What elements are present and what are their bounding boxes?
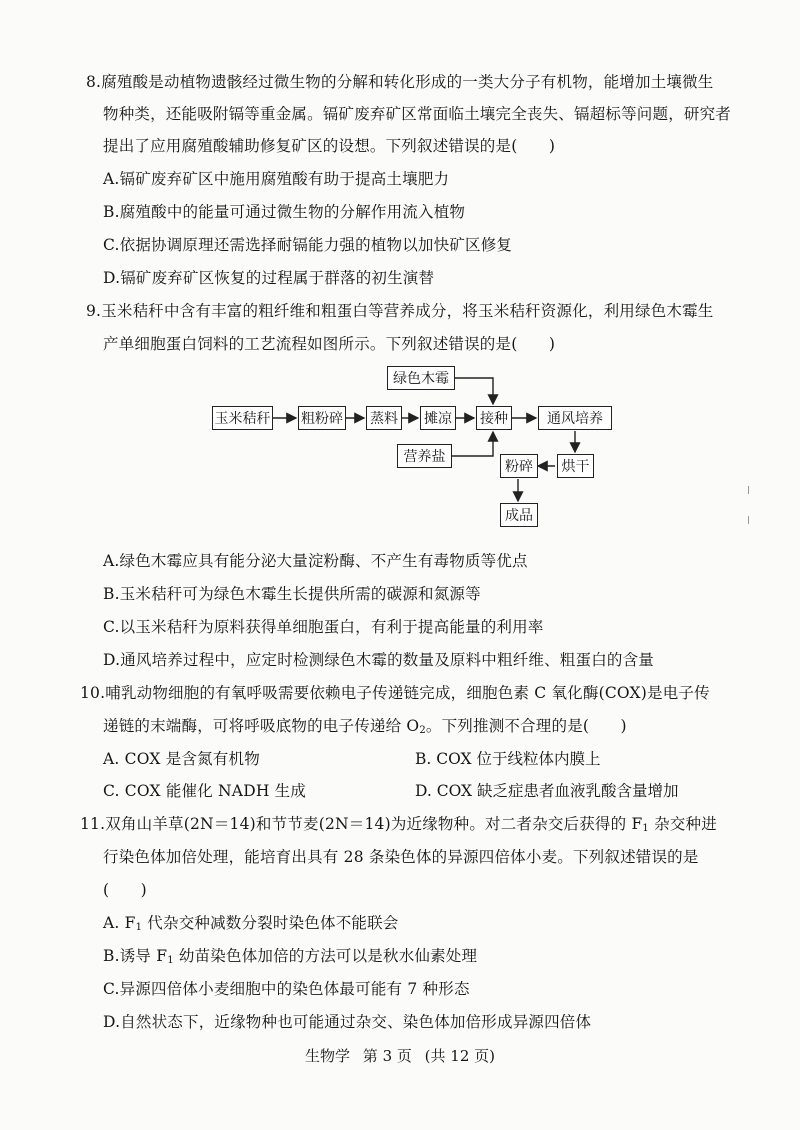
f1-subscript-b: 1 bbox=[167, 955, 174, 966]
q11-option-c: C.异源四倍体小麦细胞中的染色体最可能有 7 种形态 bbox=[103, 980, 470, 998]
flow-node-corn-straw: 玉米秸秆 bbox=[212, 406, 273, 430]
footer-page: 第 3 页 bbox=[362, 1047, 412, 1065]
page-footer bbox=[0, 1045, 800, 1066]
q11-option-a-tail: 代杂交种减数分裂时染色体不能联会 bbox=[142, 914, 399, 932]
q10-option-d: D. COX 缺乏症患者血液乳酸含量增加 bbox=[415, 782, 679, 800]
binding-mark-1 bbox=[748, 486, 749, 494]
q8-option-c: C.依据协调原理还需选择耐镉能力强的植物以加快矿区修复 bbox=[103, 236, 513, 254]
q11-stem-line-1 bbox=[80, 812, 717, 834]
flow-node-coarse-crush: 粗粉碎 bbox=[298, 406, 346, 430]
q9-stem-line-2: 产单细胞蛋白饲料的工艺流程如图所示。下列叙述错误的是( ) bbox=[103, 335, 556, 353]
q9-option-c: C.以玉米秸秆为原料获得单细胞蛋白，有利于提高能量的利用率 bbox=[103, 618, 544, 636]
f1-subscript-a: 1 bbox=[135, 922, 143, 933]
q10-stem-line-2-text: 递链的末端酶，可将呼吸底物的电子传递给 O bbox=[103, 717, 420, 735]
q8-option-a: A.镉矿废弃矿区中施用腐殖酸有助于提高土壤肥力 bbox=[103, 170, 450, 188]
flow-node-grind: 粉碎 bbox=[500, 454, 538, 478]
footer-subject: 生物学 bbox=[305, 1047, 351, 1065]
q11-option-d: D.自然状态下，近缘物种也可能通过杂交、染色体加倍形成异源四倍体 bbox=[103, 1013, 592, 1031]
q11-stem-line-1-tail: 杂交种进 bbox=[648, 815, 717, 833]
q9-option-d: D.通风培养过程中，应定时检测绿色木霉的数量及原料中粗纤维、粗蛋白的含量 bbox=[103, 651, 655, 669]
flow-node-aerate-culture: 通风培养 bbox=[538, 406, 612, 430]
q11-option-b-text: B.诱导 F bbox=[103, 947, 168, 965]
q11-option-a-text: A. F bbox=[103, 914, 136, 932]
q10-option-b: B. COX 位于线粒体内膜上 bbox=[415, 750, 601, 768]
o2-subscript: 2 bbox=[419, 725, 426, 736]
q11-stem-line-3: ( ) bbox=[103, 881, 147, 899]
flow-node-dry: 烘干 bbox=[557, 454, 594, 478]
flow-node-nutrient-salt: 营养盐 bbox=[397, 444, 452, 468]
q9-stem-line-1: 9.玉米秸秆中含有丰富的粗纤维和粗蛋白等营养成分，将玉米秸秆资源化，利用绿色木霉生 bbox=[86, 302, 714, 320]
q10-stem-line-1: 10.哺乳动物细胞的有氧呼吸需要依赖电子传递链完成，细胞色素 C 氧化酶(COX)是电子传 bbox=[80, 684, 710, 702]
flow-node-spread-cool: 摊凉 bbox=[420, 406, 456, 430]
q8-stem-line-2: 物种类，还能吸附镉等重金属。镉矿废弃矿区常面临土壤完全丧失、镉超标等问题，研究者 bbox=[103, 105, 732, 123]
q10-option-a: A. COX 是含氮有机物 bbox=[103, 750, 260, 768]
f1-subscript: 1 bbox=[642, 823, 649, 834]
q11-stem-line-2: 行染色体加倍处理，能培育出具有 28 条染色体的异源四倍体小麦。下列叙述错误的是 bbox=[103, 848, 699, 866]
q10-option-c: C. COX 能催化 NADH 生成 bbox=[103, 782, 307, 800]
flow-node-trichoderma: 绿色木霉 bbox=[387, 366, 455, 390]
binding-mark-2 bbox=[748, 516, 749, 524]
q8-stem-line-3: 提出了应用腐殖酸辅助修复矿区的设想。下列叙述错误的是( ) bbox=[103, 137, 556, 155]
q8-option-b: B.腐殖酸中的能量可通过微生物的分解作用流入植物 bbox=[103, 203, 466, 221]
q9-option-a: A.绿色木霉应具有能分泌大量淀粉酶、不产生有毒物质等优点 bbox=[103, 552, 528, 570]
q11-option-a bbox=[103, 911, 399, 933]
flow-node-inoculate: 接种 bbox=[476, 406, 512, 430]
q11-option-b-tail: 幼苗染色体加倍的方法可以是秋水仙素处理 bbox=[173, 947, 478, 965]
q8-option-d: D.镉矿废弃矿区恢复的过程属于群落的初生演替 bbox=[103, 269, 435, 287]
q10-stem-line-2 bbox=[103, 714, 627, 736]
flow-node-product: 成品 bbox=[500, 503, 538, 527]
footer-total: (共 12 页) bbox=[424, 1047, 495, 1065]
q10-stem-line-2-tail: 。下列推测不合理的是( ) bbox=[425, 717, 627, 735]
flow-node-steam: 蒸料 bbox=[366, 406, 402, 430]
q9-option-b: B.玉米秸秆可为绿色木霉生长提供所需的碳源和氮源等 bbox=[103, 585, 481, 603]
q11-option-b bbox=[103, 944, 477, 966]
q11-stem-line-1-text: 11.双角山羊草(2N＝14)和节节麦(2N＝14)为近缘物种。对二者杂交后获得的 F bbox=[80, 815, 643, 833]
q8-stem-line-1: 8.腐殖酸是动植物遗骸经过微生物的分解和转化形成的一类大分子有机物，能增加土壤微生 bbox=[86, 73, 714, 91]
